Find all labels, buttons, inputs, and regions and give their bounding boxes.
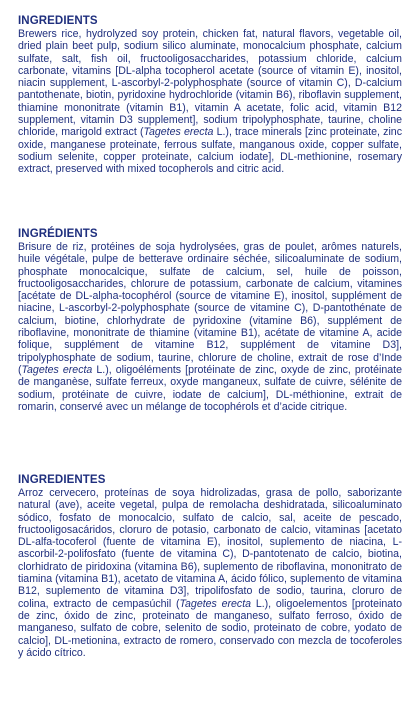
ingredients-text-part: L.), oligoelementos [proteinato de zinc, óxido de zinc, proteinato de manganeso, sulfato ferroso, óxido de manganeso, sulfato de cobre, selenito de sodio, proteinato de cobre, yodato de calcio], DL-metionina, extracto de romero, conservado con mezcla de tocoferoles y ácido cítrico. [18, 597, 402, 659]
ingredients-section-english [18, 14, 402, 176]
ingredients-text [18, 487, 402, 659]
section-title: INGREDIENTES [18, 474, 106, 486]
ingredients-section-spanish [18, 473, 402, 659]
section-title: INGREDIENTS [18, 15, 98, 27]
species-name-italic: Tagetes erecta [179, 597, 252, 610]
species-name-italic: Tagetes erecta [21, 363, 93, 376]
ingredients-text [18, 28, 402, 176]
ingredients-text-part: Brewers rice, hydrolyzed soy protein, chicken fat, natural flavors, vegetable oil, dried plain beet pulp, sodium silico aluminate, monocalcium phosphate, calcium sulfate, salt, fish oil, fructooligosaccharides, potassium chloride, calcium carbonate, vitamins [DL-alpha tocopherol acetate (source of vitamin E), inositol, niacin supplement, L-ascorbyl-2-polyphosphate (source of vitamin C), D-calcium pantothenate, biotin, pyridoxine hydrochloride (vitamin B6), riboflavin supplement, thiamine mononitrate (vitamin B1), vitamin A acetate, folic acid, vitamin B12 supplement, vitamin D3 supplement], sodium tripolyphosphate, taurine, choline chloride, marigold extract ( [18, 28, 402, 139]
ingredients-text-part: L.), oligoéléments [protéinate de zinc, oxyde de zinc, protéinate de manganèse, sulfate ferreux, oxyde manganeux, sulfate de cuivre, sélénite de sodium, protéinate de cuivre, iodate de calcium], DL-méthionine, extrait de romarin, conservé avec un mélange de tocophérols et d’acide citrique. [18, 363, 402, 413]
ingredients-text-part: Brisure de riz, protéines de soja hydrolysées, gras de poulet, arômes naturels, huile végétale, pulpe de betterave ordinaire séchée, silicoaluminate de sodium, phosphate monocalcique, sulfate de calcium, sel, huile de poisson, fructooligosaccharides, chlorure de potassium, carbonate de calcium, vitamines [acétate de DL-alpha-tocophérol (source de vitamine E), inositol, supplément de niacine, L-ascorbyl-2-polyphosphate (source de vitamine C), D-pantothénate de calcium, biotine, chlorhydrate de pyridoxine (vitamine B6), supplément de riboflavine, mononitrate de thiamine (vitamine B1), acétate de vitamine A, acide folique, supplément de vitamine B12, supplément de vitamine D3], tripolyphosphate de sodium, taurine, chlorure de choline, extrait de rose d’Inde ( [18, 241, 402, 376]
ingredients-text-part: Arroz cervecero, proteínas de soya hidrolizadas, grasa de pollo, saborizante natural (ave), aceite vegetal, pulpa de remolacha deshidratada, silicoaluminato sódico, fosfato de monocalcio, sulfato de calcio, sal, aceite de pescado, fructooligosacáridos, cloruro de potasio, carbonato de calcio, vitaminas [acetato DL-alfa-tocoferol (fuente de vitamina E), inositol, suplemento de niacina, L-ascorbil-2-polifosfato (fuente de vitamina C), D-pantotenato de calcio, biotina, clorhidrato de piridoxina (vitamina B6), suplemento de riboflavina, mononitrato de tiamina (vitamina B1), acetato de vitamina A, ácido fólico, suplemento de vitamina B12, suplemento de vitamina D3], tripolifosfato de sodio, taurina, cloruro de colina, extracto de cempasúchil ( [18, 487, 402, 610]
section-title: INGRÉDIENTS [18, 228, 98, 240]
species-name-italic: Tagetes erecta [143, 126, 214, 139]
ingredients-text-part: L.), trace minerals [zinc proteinate, zinc oxide, manganese proteinate, ferrous sulfate, manganous oxide, copper sulfate, sodium selenite, copper proteinate, calcium iodate], DL-methionine, rosemary extract, preserved with mixed tocopherols and citric acid. [18, 126, 402, 176]
ingredients-text [18, 241, 402, 413]
ingredients-section-french [18, 227, 402, 413]
